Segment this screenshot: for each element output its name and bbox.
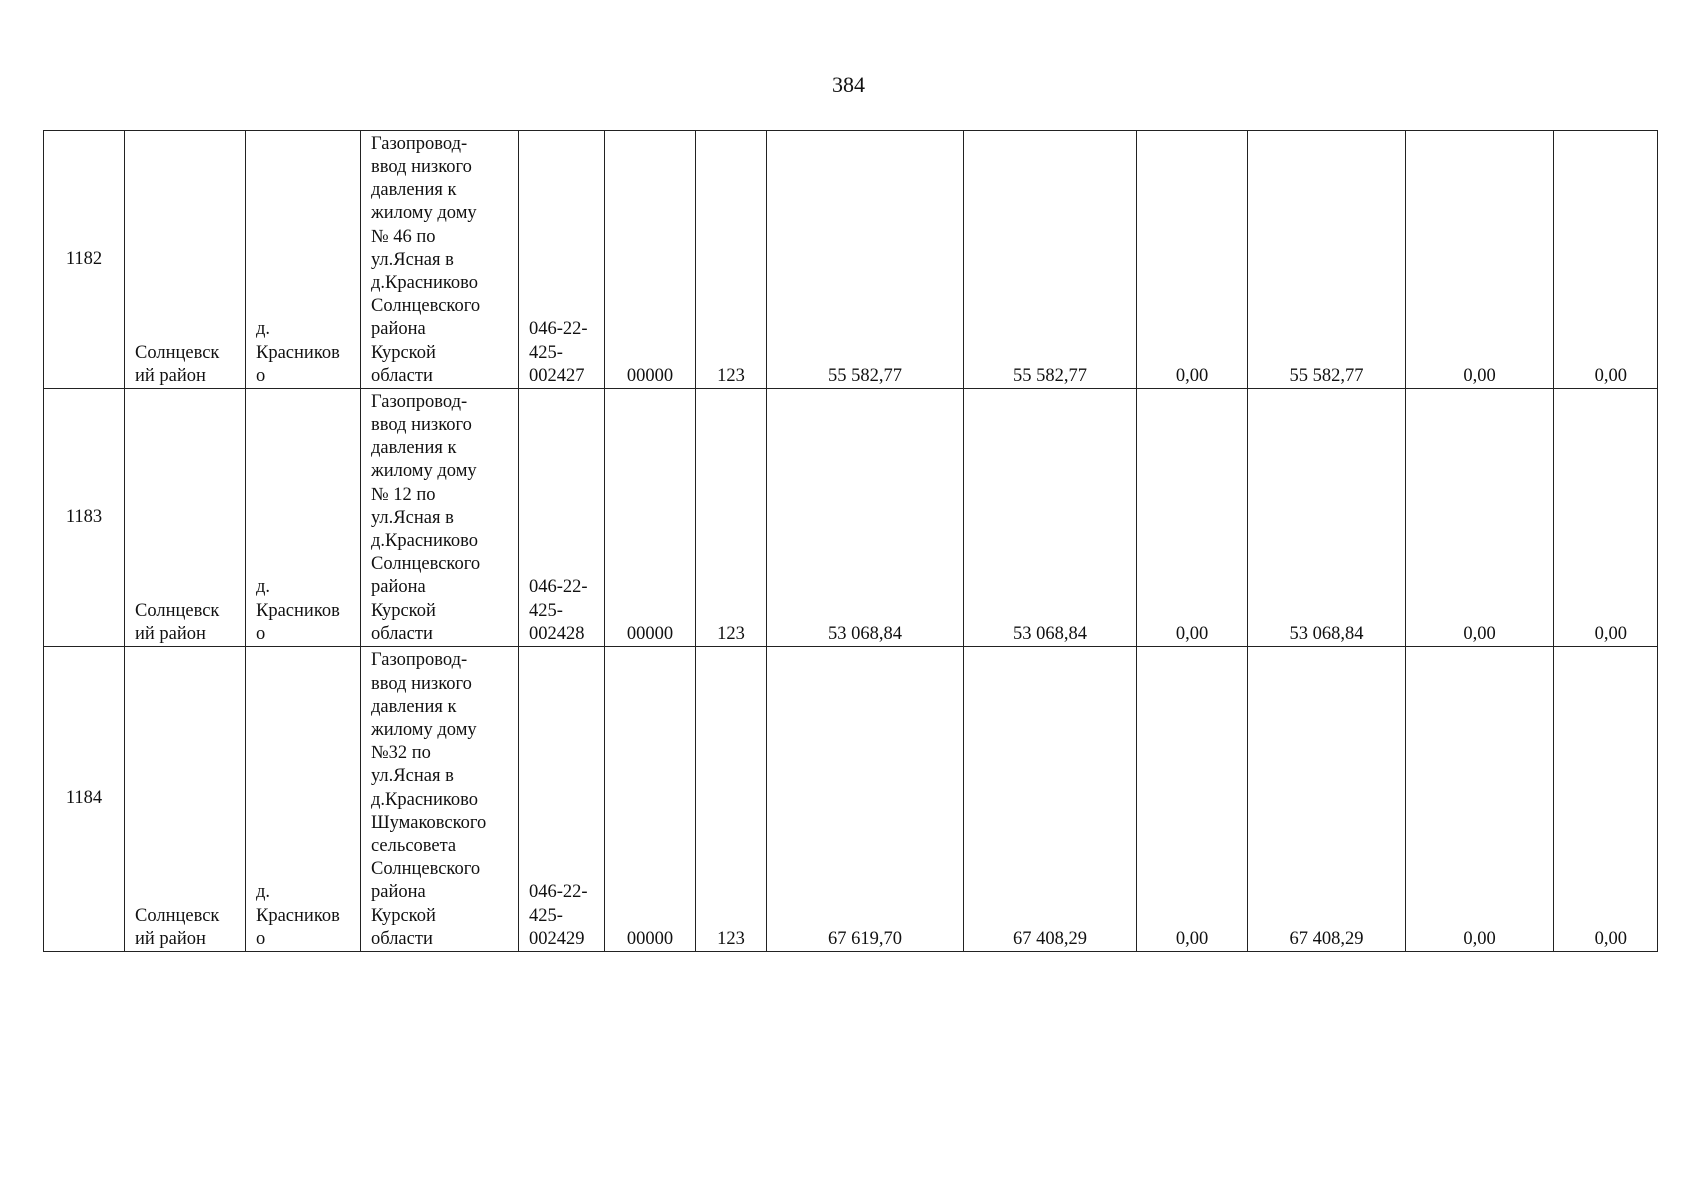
value-cell-2: 67 408,29: [964, 647, 1137, 952]
value-cell-5: 0,00: [1406, 647, 1554, 952]
row-number: 1183: [44, 389, 125, 647]
value-cell-4: 53 068,84: [1248, 389, 1406, 647]
code-cell: 00000: [605, 647, 696, 952]
asset-registry-table: [43, 130, 1658, 952]
value-cell-4: 67 408,29: [1248, 647, 1406, 952]
value-cell-2: 55 582,77: [964, 131, 1137, 389]
district-cell: Солнцевск ий район: [125, 647, 246, 952]
table-row: [44, 131, 1658, 389]
row-number: 1184: [44, 647, 125, 952]
okof-cell: 123: [696, 647, 767, 952]
inventory-number-cell: 046-22- 425- 002429: [519, 647, 605, 952]
object-name-cell: Газопровод- ввод низкого давления к жилому дому № 12 по ул.Ясная в д.Красниково Солнцевского района Курской области: [361, 389, 519, 647]
page-number: 384: [832, 72, 865, 97]
inventory-number-cell: 046-22- 425- 002427: [519, 131, 605, 389]
district-cell: Солнцевск ий район: [125, 389, 246, 647]
code-cell: 00000: [605, 131, 696, 389]
value-cell-6: 0,00: [1554, 131, 1658, 389]
value-cell-2: 53 068,84: [964, 389, 1137, 647]
value-cell-1: 67 619,70: [767, 647, 964, 952]
value-cell-3: 0,00: [1137, 389, 1248, 647]
locality-cell: д. Красников о: [246, 389, 361, 647]
value-cell-6: 0,00: [1554, 647, 1658, 952]
value-cell-1: 53 068,84: [767, 389, 964, 647]
locality-cell: д. Красников о: [246, 131, 361, 389]
value-cell-4: 55 582,77: [1248, 131, 1406, 389]
object-name-cell: Газопровод- ввод низкого давления к жилому дому № 46 по ул.Ясная в д.Красниково Солнцевского района Курской области: [361, 131, 519, 389]
object-name-cell: Газопровод- ввод низкого давления к жилому дому №32 по ул.Ясная в д.Красниково Шумаковского сельсовета Солнцевского района Курской области: [361, 647, 519, 952]
okof-cell: 123: [696, 389, 767, 647]
value-cell-5: 0,00: [1406, 389, 1554, 647]
row-number: 1182: [44, 131, 125, 389]
value-cell-5: 0,00: [1406, 131, 1554, 389]
value-cell-1: 55 582,77: [767, 131, 964, 389]
okof-cell: 123: [696, 131, 767, 389]
table-row: [44, 647, 1658, 952]
locality-cell: д. Красников о: [246, 647, 361, 952]
value-cell-6: 0,00: [1554, 389, 1658, 647]
value-cell-3: 0,00: [1137, 131, 1248, 389]
code-cell: 00000: [605, 389, 696, 647]
value-cell-3: 0,00: [1137, 647, 1248, 952]
district-cell: Солнцевск ий район: [125, 131, 246, 389]
inventory-number-cell: 046-22- 425- 002428: [519, 389, 605, 647]
table-row: [44, 389, 1658, 647]
